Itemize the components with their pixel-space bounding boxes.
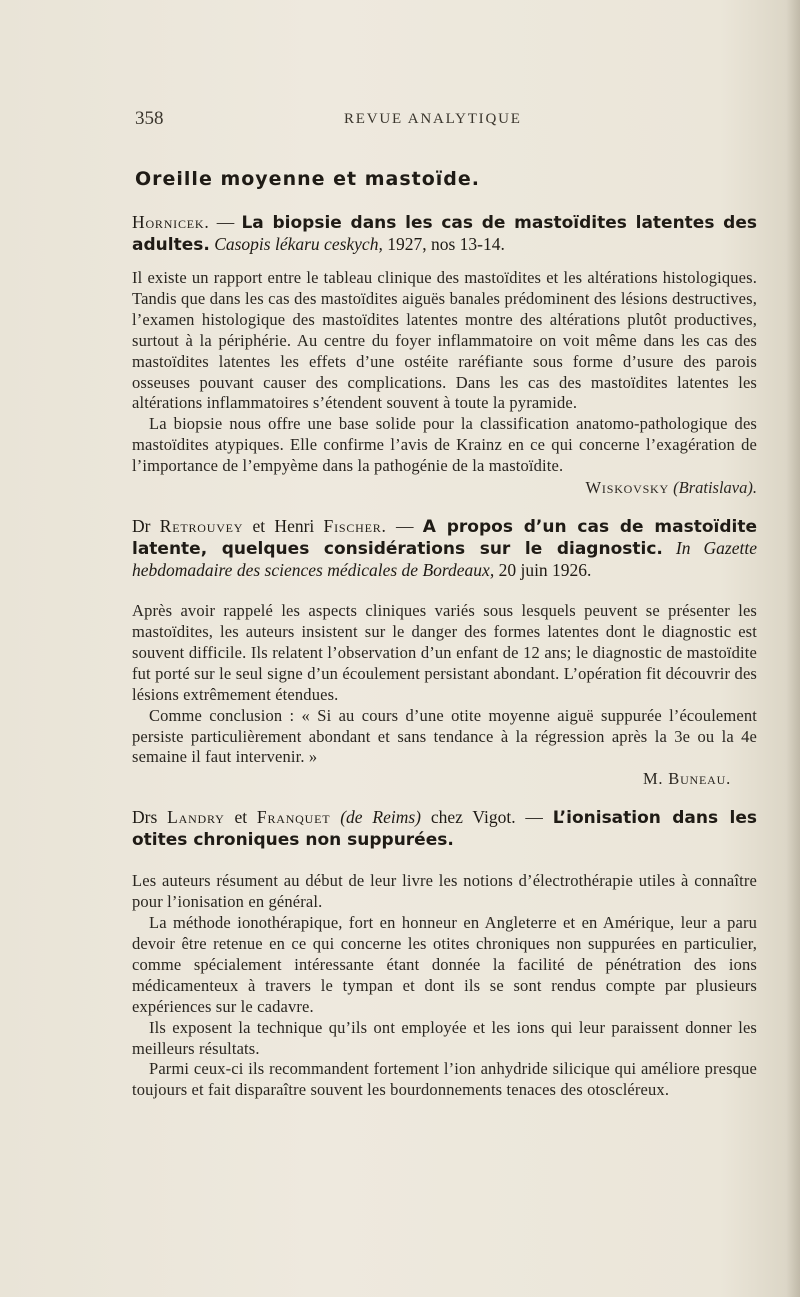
section-title: Oreille moyenne et mastoïde. (135, 168, 480, 190)
entry-paragraph: Après avoir rappelé les aspects cliniques variés sous lesquels peuvent se présenter les mastoïdites, les auteurs insistent sur le danger des formes latentes dont le diagnostic est souvent difficile. Ils relatent l’observation d’un enfant de 12 ans; le diagnostic de mastoïdite fut porté sur le seul signe d’un écoulement persistant abondant. L’opération fit découvrir des lésions extrêmement étendues. (132, 601, 757, 704)
entry-paragraph: Comme conclusion : « Si au cours d’une otite moyenne aiguë suppurée l’écoulement persiste particulièrement abondant et sans tendance à la régression après la 3e ou la 4e semaine il faut intervenir. » (132, 705, 757, 767)
entry-dash: — (386, 516, 423, 537)
entry-journal: Casopis lékaru ceskych, (214, 234, 383, 254)
signature-place: (Bratislava). (673, 478, 757, 498)
entry-paragraph: La méthode ionothérapique, fort en honneur en Angleterre et en Amérique, leur a paru devoir être retenue en ce qui concerne les otites chroniques non suppurées en particulier, comme spécialement intéressante étant donnée la facilité de pénétration des ions médicamenteux à travers le tympan et dont ils se sont rendus compte par plusieurs expériences sur le cadavre. (132, 913, 757, 1016)
entry-heading (132, 516, 757, 581)
entry-details: 1927, nos 13-14. (382, 234, 505, 254)
entry-dash: — (515, 807, 553, 828)
running-title: REVUE ANALYTIQUE (344, 111, 522, 127)
entry-author-2: Franquet (256, 807, 331, 828)
entry-paragraph: Parmi ceux-ci ils recommandent fortement l’ion anhydride silicique qui améliore presque toujours et fait disparaître souvent les bourdonnements tenaces des otoscléreux. (132, 1059, 757, 1100)
review-entry-1 (132, 212, 757, 498)
entry-author-place: (de Reims) (330, 807, 421, 828)
entry-title: L’ionisation dans les otites chroniques non suppurées. (132, 808, 757, 851)
entry-paragraph: La biopsie nous offre une base solide pour la classification anatomo-pathologique des mastoïdites atypiques. Elle confirme l’avis de Krainz en ce qui concerne l’exagération de l’importance de l’empyème dans la pathogénie de la mastoïdite. (132, 414, 757, 476)
page-content (132, 108, 757, 1101)
entry-signature: M. Buneau. (642, 769, 731, 789)
entry-author-prefix: Dr (132, 516, 160, 537)
entry-author-join: et Henri (243, 516, 324, 537)
entry-author: Hornicek. (132, 212, 210, 232)
entry-heading (132, 212, 757, 256)
entry-journal: In Gazette hebdomadaire des sciences médicales de Bordeaux, (132, 538, 758, 581)
entry-details: 20 juin 1926. (494, 560, 592, 581)
entry-author: Retrouvey (159, 516, 244, 537)
entry-paragraph: Les auteurs résument au début de leur livre les notions d’électrothérapie utiles à connaître pour l’ionisation en général. (132, 871, 757, 912)
entry-heading (132, 807, 757, 851)
review-entry-3 (132, 807, 757, 1101)
entry-dash: — (209, 212, 242, 232)
entry-author-join: et (224, 807, 257, 828)
entry-paragraph: Il existe un rapport entre le tableau clinique des mastoïdites et les altérations histologiques. Tandis que dans les cas des mastoïdites aiguës banales prédominent des lésions destructives, l’examen histologique des mastoïdites latentes montre des altérations plutôt productives, surtout à la périphérie. Au centre du foyer inflammatoire on voit même dans les cas des mastoïdites latentes les effets d’une ostéite raréfiante sous forme d’usure des parois osseuses pouvant causer des complications. Dans les cas des mastoïdites latentes les altérations inflammatoires s’étendent souvent à toute la pyramide. (132, 268, 757, 413)
page-number: 358 (135, 108, 164, 129)
entry-title: La biopsie dans les cas de mastoïdites latentes des adultes. (132, 213, 757, 255)
entry-paragraph: Ils exposent la technique qu’ils ont employée et les ions qui leur paraissent donner les meilleurs résultats. (132, 1017, 757, 1058)
entry-publisher: chez Vigot. (420, 807, 516, 828)
running-head (132, 108, 757, 134)
signature-name: Wiskovsky (585, 478, 669, 498)
entry-author: Landry (167, 807, 225, 828)
page-edge-shadow (786, 0, 800, 1297)
entry-title: A propos d’un cas de mastoïdite latente, quelques considérations sur le diagnostic. (132, 517, 757, 560)
entry-author-prefix: Drs (132, 807, 168, 828)
entry-signature (132, 477, 757, 498)
review-entry-2 (132, 516, 757, 789)
entry-author-2: Fischer. (323, 516, 387, 537)
